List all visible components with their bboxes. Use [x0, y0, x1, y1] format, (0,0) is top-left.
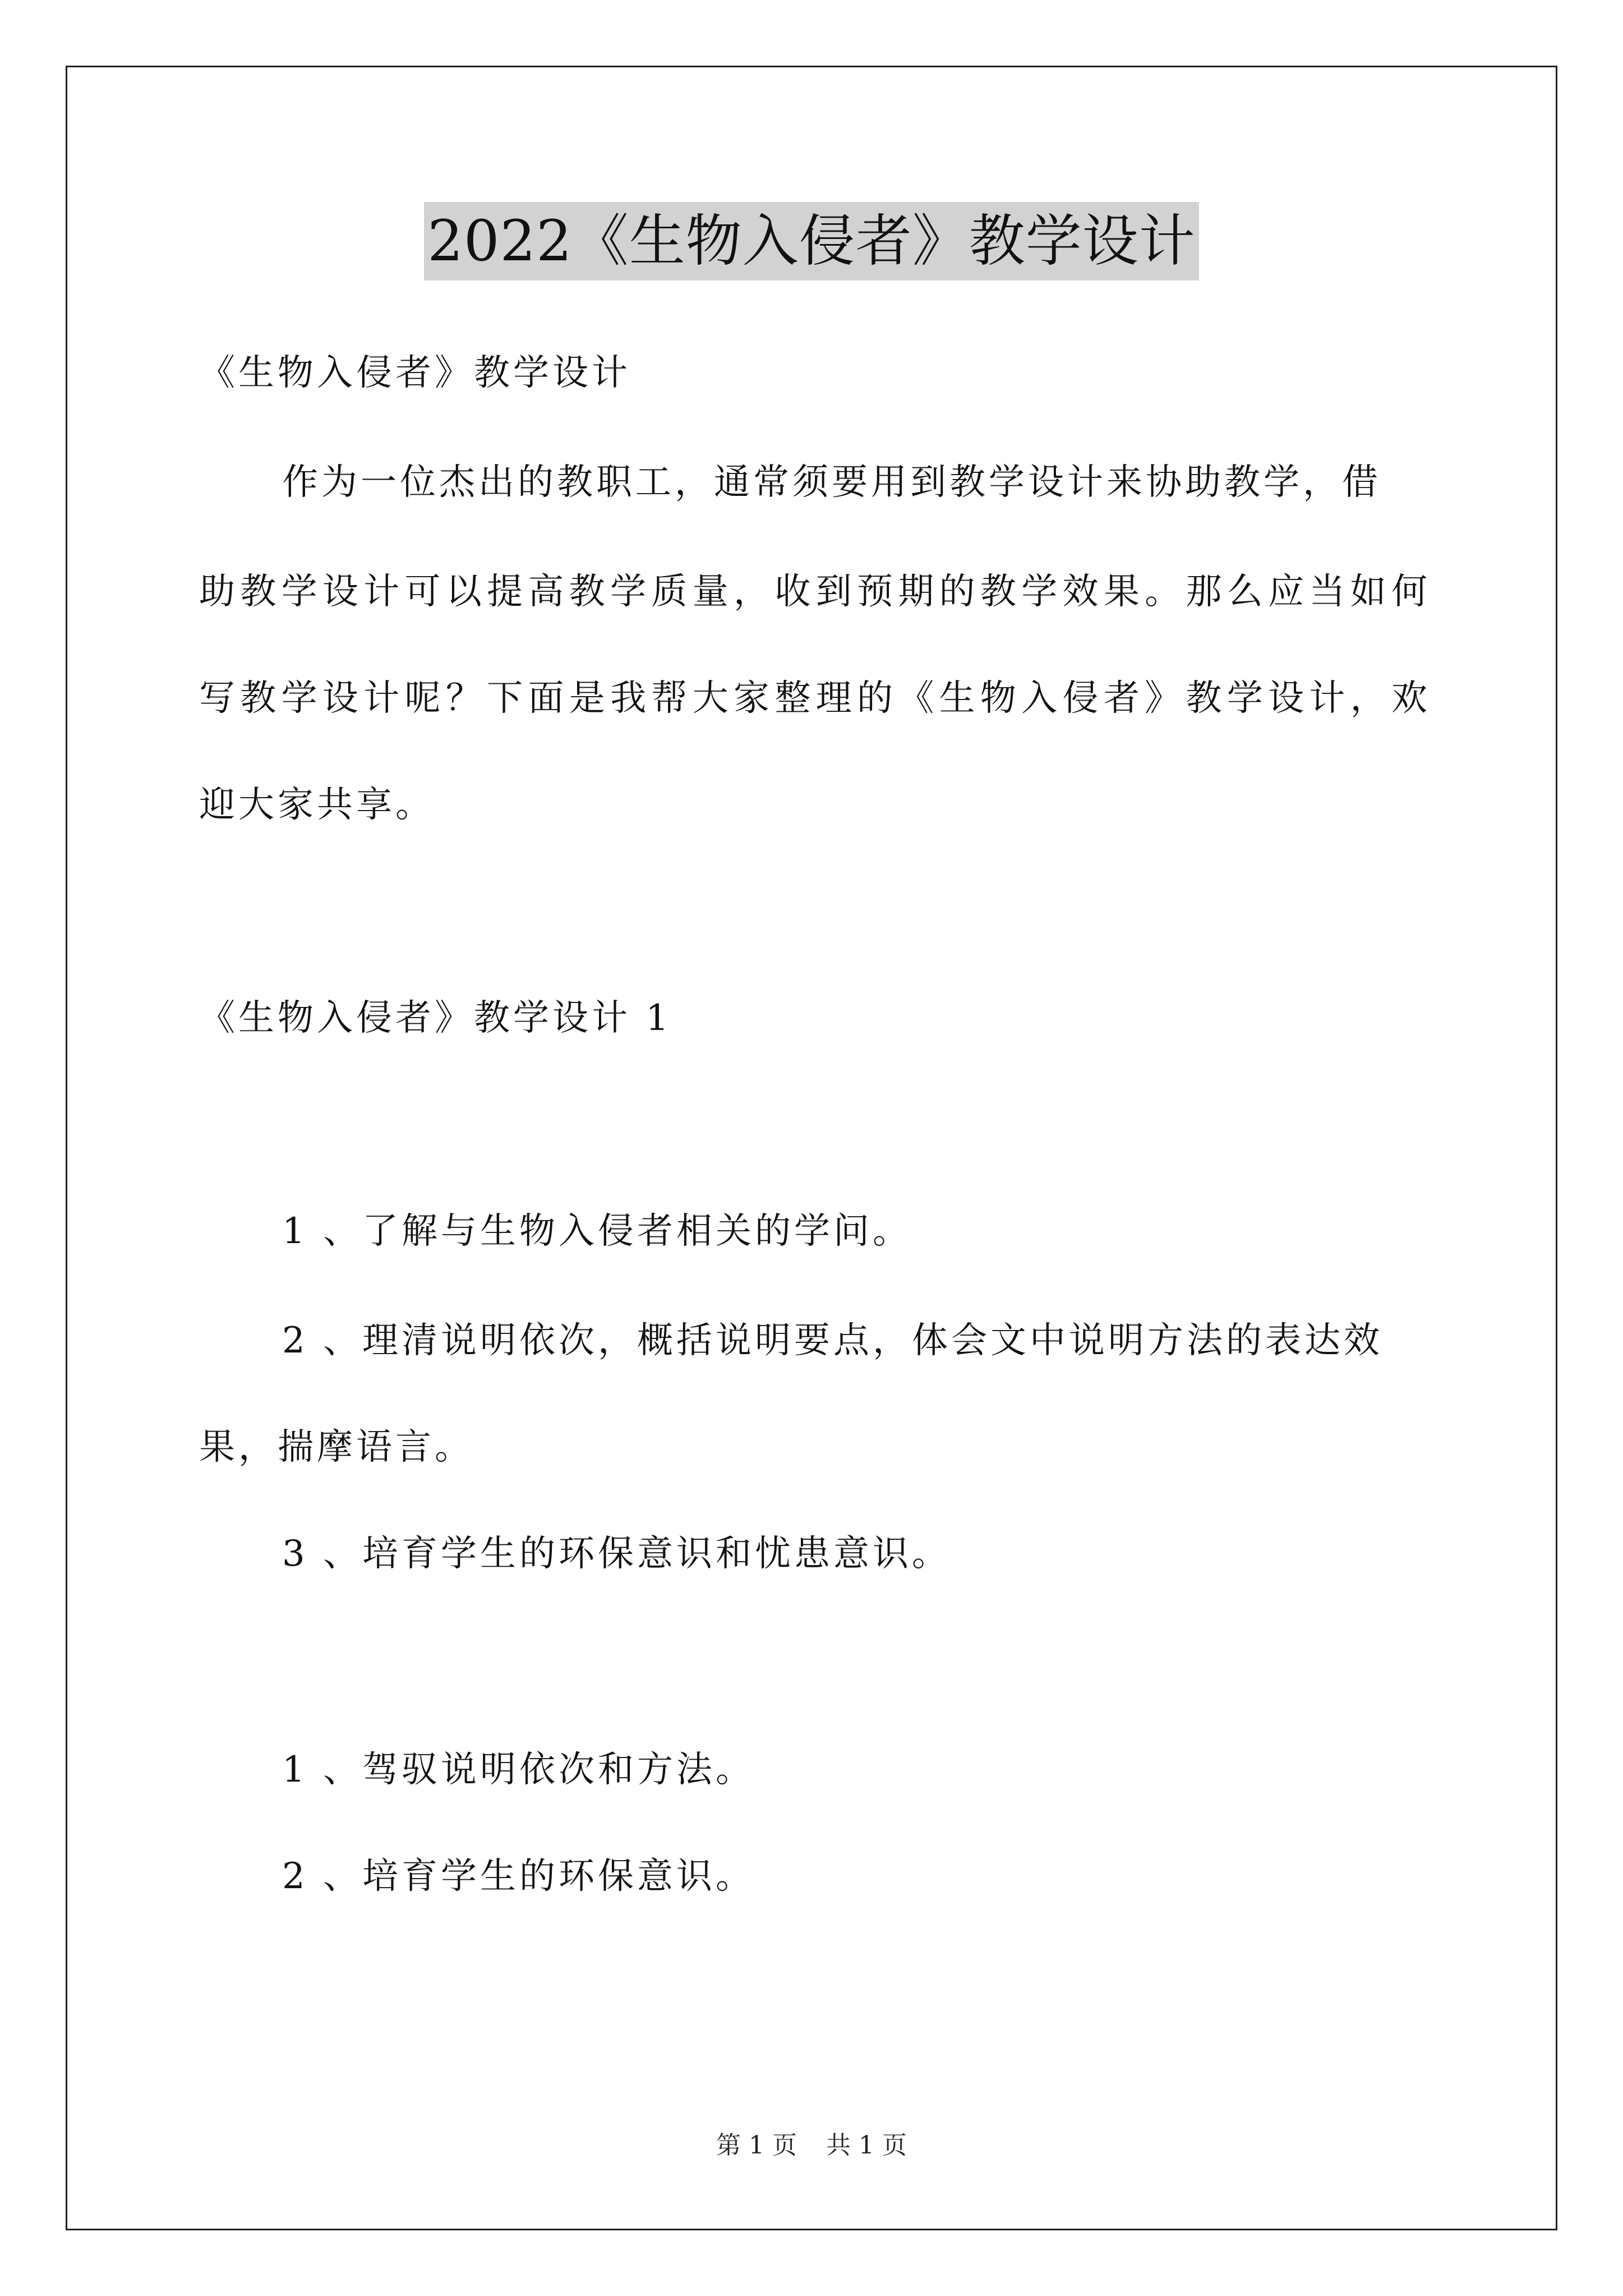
document-title-container	[0, 202, 1623, 280]
intro-line-3: 写教学设计呢？下面是我帮大家整理的《生物入侵者》教学设计，欢	[199, 678, 1427, 719]
page-footer	[0, 2129, 1623, 2162]
intro-line-2: 助教学设计可以提高教学质量，收到预期的教学效果。那么应当如何	[199, 571, 1427, 613]
objective-item-1: 1 、了解与生物入侵者相关的学问。	[282, 1211, 912, 1252]
document-subtitle: 《生物入侵者》教学设计	[199, 352, 631, 394]
intro-line-4: 迎大家共享。	[199, 784, 435, 826]
objective-item-2-line-2: 果，揣摩语言。	[199, 1427, 474, 1468]
objective-item-3: 3 、培育学生的环保意识和忧患意识。	[282, 1533, 952, 1575]
document-title: 2022《生物入侵者》教学设计	[424, 202, 1199, 280]
intro-line-1: 作为一位杰出的教职工，通常须要用到教学设计来协助教学，借	[282, 462, 1381, 503]
page-number-current: 第 1 页	[716, 2131, 797, 2160]
key-point-item-1: 1 、驾驭说明依次和方法。	[282, 1749, 755, 1791]
section-heading: 《生物入侵者》教学设计 1	[199, 997, 672, 1039]
page-number-total: 共 1 页	[826, 2131, 907, 2160]
key-point-item-2: 2 、培育学生的环保意识。	[282, 1856, 755, 1897]
objective-item-2-line-1: 2 、理清说明依次，概括说明要点，体会文中说明方法的表达效	[282, 1320, 1384, 1361]
